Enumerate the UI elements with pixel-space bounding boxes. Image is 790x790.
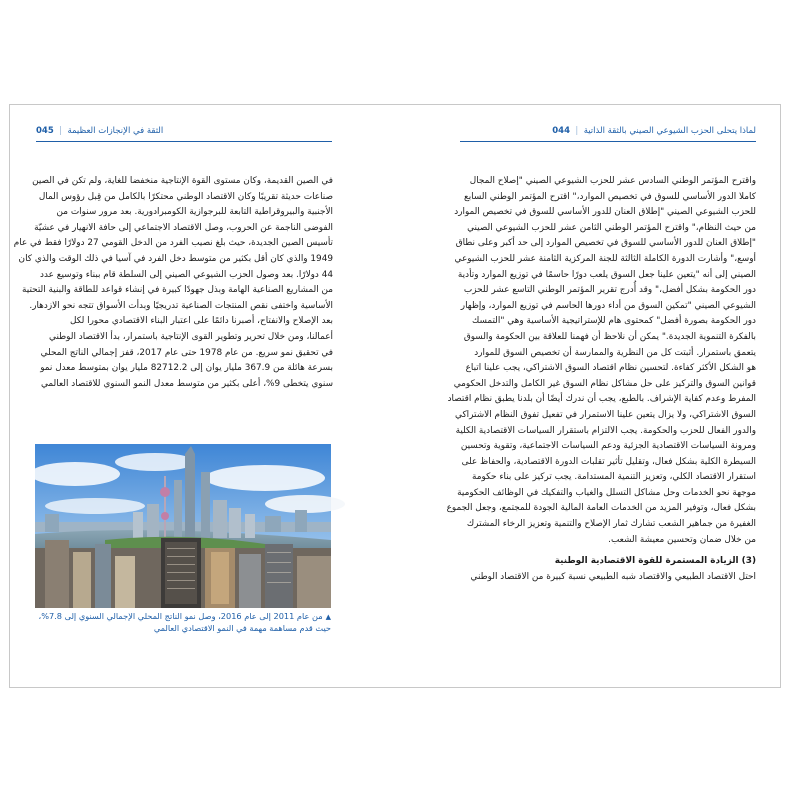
right-line-20: استقرار الاقتصاد الكلي، وتعزيز التنمية المستدامة. يجب تركيز على بناء حكومة	[472, 472, 756, 483]
caption-text: من عام 2011 إلى عام 2016، وصل نمو الناتج المحلي الإجمالي السنوي إلى 7.8%، حيث قدم مساهمة مهمة في النمو الاقتصادي العالمي	[38, 611, 331, 633]
left-page-title: الثقة في الإنجازات العظيمة	[67, 126, 164, 136]
right-line-17: والدور الفعال للحزب والحكومة. يجب الالتزام باستقرار السياسات الاقتصادية الكلية	[455, 425, 756, 436]
right-line-13: هو الشكل الأكثر كفاءة. لتحسين نظام اقتصاد السوق الاشتراكي، يجب علينا اتباع	[465, 363, 756, 374]
right-line-24: من خلال ضمان وتحسين معيشة الشعب.	[608, 534, 756, 545]
left-line-12: في تحقيق نمو سريع. من عام 1978 حتى عام 2017، قفز إجمالي الناتج المحلي	[40, 347, 333, 358]
right-line-6: أوسع،" وأشارت الدورة الكاملة الثالثة للجنة المركزية الثامنة عشر للحزب الشيوعي	[454, 253, 756, 264]
right-line-2: كاملا الدور الأساسي للسوق في تخصيص الموارد،" اقترح المؤتمر الوطني السابع	[463, 191, 756, 202]
right-line-19: السيطرة الكلية بشكل فعال، وتقليل تأثير تقلبات الدورة الاقتصادية، والحفاظ على	[461, 456, 756, 467]
left-line-5: تأسيس الصين الجديدة، حيث بلغ نصيب الفرد من الدخل القومي 27 دولارًا فقط في عام	[13, 238, 333, 249]
right-line-22: بشكل فعال، وتوفير المزيد من الخدمات العامة المالية الجودة للمجتمع، وجعل الجموع	[446, 503, 756, 514]
right-line-3: للحزب الشيوعي الصيني "إطلاق العنان للدور الأساسي للسوق في تخصيص الموارد	[454, 207, 756, 218]
left-line-2: صناعات حديثة تقريبًا وكان الاقتصاد الوطني محتكرًا بالكامل من قِبل رؤوس المال	[38, 191, 333, 202]
right-page-body	[446, 174, 756, 585]
left-header-rule	[36, 141, 332, 142]
right-line-7: الصيني إلى أنه "يتعين علينا جعل السوق يلعب دورًا حاسمًا في توزيع الموارد وتأدية	[457, 269, 756, 280]
left-page-number: 045	[36, 126, 54, 136]
left-line-8: من المشاريع الصناعية الهامة وبذل جهودًا كبيرة في إنشاء قواعد للطاقة والبنية التحتية	[22, 285, 333, 296]
right-line-21: موجهة نحو الخدمات وحل مشاكل التسلل والغياب والتفكيك في الوظائف الحكومية	[457, 487, 756, 498]
left-line-7: 44 دولارًا. بعد وصول الحزب الشيوعي الصيني إلى السلطة قام ببناء وتوسيع عدد	[40, 269, 333, 280]
right-line-23: الغفيرة من جماهير الشعب تشارك ثمار الإصلاح والتنمية وتعزيز الرخاء المشترك	[466, 519, 756, 530]
right-line-11: بالفكرة التنموية الجديدة." يمكن أن نلاحظ أن فهمنا للعلاقة بين الحكومة والسوق	[463, 331, 756, 342]
right-page-title: لماذا يتحلى الحزب الشيوعي الصيني بالثقة الذاتية	[583, 126, 756, 136]
left-line-10: بعد الإصلاح والانفتاح، أصبرنا دائمًا على اعتبار البناء الاقتصادي محورا لكل	[70, 316, 333, 327]
left-line-4: الفوضى الناجمة عن الحروب، وصل الاقتصاد الاجتماعي إلى حافة الانهيار في عشيّة	[34, 222, 333, 233]
right-header-rule	[460, 141, 756, 142]
shanghai-skyline-photo	[35, 444, 331, 608]
right-line-5: "إطلاق العنان للدور الأساسي للسوق في تخصيص الموارد إلى حد أكبر وعلى نطاق	[455, 238, 756, 249]
left-line-9: الأساسية واختفى نقص المنتجات الصناعية تدريجيًا وبدأت الأسواق تتجه نحو الازدهار.	[29, 300, 333, 311]
right-line-14: قوانين السوق والتركيز على حل مشاكل نظام السوق غير الكامل والتدخل الحكومي	[453, 378, 756, 389]
right-page-number: 044	[552, 126, 570, 136]
right-line-15: المفرط وعدم كفاية الإشراف. بالطبع، يجب أن ندرك أيضًا أن بلدنا يطبق نظام اقتصاد	[447, 394, 756, 405]
left-line-11: أعمالنا، ومن خلال تحرير وتطوير القوى الإنتاجية باستمرار، بدأ الاقتصاد الوطني	[49, 331, 333, 342]
caption-marker: ▲	[325, 613, 331, 621]
right-line-10: دور الحكومة بصورة أفضل" كمحتوى هام للإستراتيجية الأساسية وهي "التمسك	[471, 316, 756, 327]
left-line-3: الأجنبية والبيروقراطية التابعة للبرجوازية الكومبرادورية. بعد مرور سنوات من	[56, 207, 333, 218]
right-line-16: السوق الاشتراكي، ولا يزال يتعين علينا الاستمرار في تفعيل تفوق النظام الاشتراكي	[455, 409, 756, 420]
right-line-18: ومرونة السياسات الاقتصادية الجزئية ودعم السياسات الاجتماعية، وتقوية وتحسين	[460, 441, 756, 452]
left-line-6: 1949 والذي كان أقل بكثير من متوسط دخل الفرد في آسيا في ذلك الوقت والذي كان	[18, 253, 333, 264]
right-line-12: يتعمق باستمرار. أثبتت كل من النظرية والممارسة أن تخصيص السوق للموارد	[474, 347, 756, 358]
section-first-line: احتل الاقتصاد الطبيعي والاقتصاد شبه الطبيعي نسبة كبيرة من الاقتصاد الوطني	[470, 571, 756, 582]
left-running-head: 045 | الثقة في الإنجازات العظيمة	[36, 126, 164, 136]
right-line-4: من حيث النظام،" واقترح المؤتمر الوطني الثامن عشر للحزب الشيوعي الصيني	[467, 222, 756, 233]
left-line-14: سنوي يتخطى 9%، أعلى بكثير من متوسط معدل النمو السنوي للاقتصاد العالمي	[41, 378, 333, 389]
right-line-8: دور الحكومة بشكل أفضل،" وقد أُدرج تقرير المؤتمر الوطني التاسع عشر للحزب	[463, 285, 756, 296]
left-line-13: بسرعة هائلة من 367.9 مليار يوان إلى 82712.2 مليار يوان بمتوسط معدل نمو	[40, 363, 333, 374]
left-page-body	[13, 174, 333, 392]
photo-caption	[35, 611, 331, 634]
right-line-1: واقترح المؤتمر الوطني السادس عشر للحزب الشيوعي الصيني "إصلاح المجال	[469, 176, 756, 186]
left-line-1: في الصين القديمة، وكان مستوى القوة الإنتاجية منخفضا للغاية، ولم تكن في الصين	[32, 176, 333, 186]
section-heading: (3) الزيادة المستمرة للقوة الاقتصادية الوطنية	[554, 556, 756, 567]
right-line-9: الشيوعي الصيني "تمكين السوق من أداء دورها الحاسم في توزيع الموارد، وإظهار	[460, 300, 756, 311]
right-running-head: لماذا يتحلى الحزب الشيوعي الصيني بالثقة الذاتية | 044	[552, 126, 756, 136]
